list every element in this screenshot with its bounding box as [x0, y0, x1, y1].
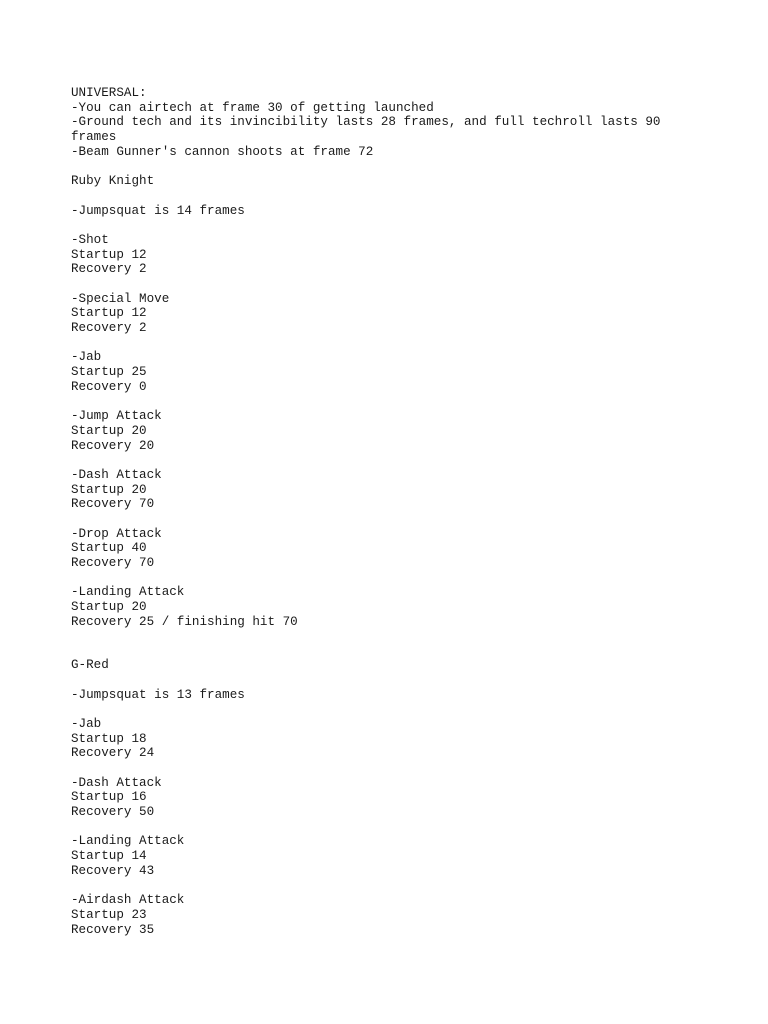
spacer	[71, 394, 731, 409]
move-name: -Shot	[71, 232, 109, 247]
universal-heading: UNIVERSAL:	[71, 86, 147, 100]
spacer	[71, 571, 731, 586]
move-name: -Landing Attack	[71, 585, 185, 600]
move-startup: Startup 23	[71, 907, 147, 922]
jumpsquat-note: -Jumpsquat is 14 frames	[71, 203, 245, 218]
spacer	[71, 277, 731, 292]
spacer	[71, 820, 731, 835]
move-startup: Startup 20	[71, 482, 147, 497]
character-name: Ruby Knight	[71, 174, 155, 189]
spacer	[71, 189, 731, 204]
move-entry	[71, 717, 731, 761]
move-startup: Startup 14	[71, 849, 147, 864]
move-name: -Jump Attack	[71, 409, 162, 424]
move-name: -Dash Attack	[71, 467, 162, 482]
move-startup: Startup 18	[71, 731, 147, 746]
move-startup: Startup 20	[71, 423, 147, 438]
spacer	[71, 218, 731, 233]
move-startup: Startup 16	[71, 790, 147, 805]
move-name: -Drop Attack	[71, 526, 162, 541]
move-recovery: Recovery 43	[71, 863, 155, 878]
move-recovery: Recovery 25 / finishing hit 70	[71, 614, 298, 629]
move-entry	[71, 292, 731, 336]
character-name: G-Red	[71, 658, 109, 673]
move-name: -Airdash Attack	[71, 893, 185, 908]
move-recovery: Recovery 20	[71, 438, 155, 453]
spacer	[71, 453, 731, 468]
move-entry	[71, 350, 731, 394]
move-recovery: Recovery 35	[71, 922, 155, 937]
move-entry	[71, 776, 731, 820]
move-entry	[71, 834, 731, 878]
g-red-section	[71, 658, 731, 937]
move-recovery: Recovery 70	[71, 556, 155, 570]
universal-note: -Ground tech and its invincibility lasts 28 frames, and full techroll lasts 90	[71, 115, 661, 130]
spacer	[71, 673, 731, 688]
spacer	[71, 512, 731, 527]
move-entry	[71, 468, 731, 512]
move-entry	[71, 233, 731, 277]
universal-note: frames	[71, 130, 117, 145]
move-startup: Startup 12	[71, 306, 147, 321]
move-entry	[71, 409, 731, 453]
move-recovery: Recovery 50	[71, 805, 155, 819]
move-entry	[71, 585, 731, 629]
universal-note: -Beam Gunner's cannon shoots at frame 72	[71, 144, 374, 159]
move-startup: Startup 40	[71, 541, 147, 556]
spacer	[71, 159, 731, 174]
ruby-knight-section	[71, 174, 731, 629]
jumpsquat-note: -Jumpsquat is 13 frames	[71, 687, 245, 702]
spacer	[71, 336, 731, 351]
move-recovery: Recovery 70	[71, 497, 155, 512]
move-name: -Special Move	[71, 291, 170, 306]
move-startup: Startup 12	[71, 247, 147, 262]
move-startup: Startup 25	[71, 365, 147, 380]
move-name: -Dash Attack	[71, 775, 162, 790]
spacer	[71, 644, 731, 658]
move-recovery: Recovery 24	[71, 746, 155, 761]
spacer	[71, 629, 731, 644]
spacer	[71, 702, 731, 717]
move-entry	[71, 527, 731, 571]
move-recovery: Recovery 0	[71, 379, 147, 394]
move-recovery: Recovery 2	[71, 321, 147, 335]
move-name: -Landing Attack	[71, 834, 185, 849]
spacer	[71, 761, 731, 776]
move-recovery: Recovery 2	[71, 262, 147, 277]
move-startup: Startup 20	[71, 600, 147, 615]
move-name: -Jab	[71, 716, 102, 731]
document-page	[71, 86, 731, 937]
move-name: -Jab	[71, 350, 102, 365]
universal-note: -You can airtech at frame 30 of getting launched	[71, 100, 434, 115]
move-entry	[71, 893, 731, 937]
spacer	[71, 878, 731, 893]
universal-section	[71, 86, 731, 159]
